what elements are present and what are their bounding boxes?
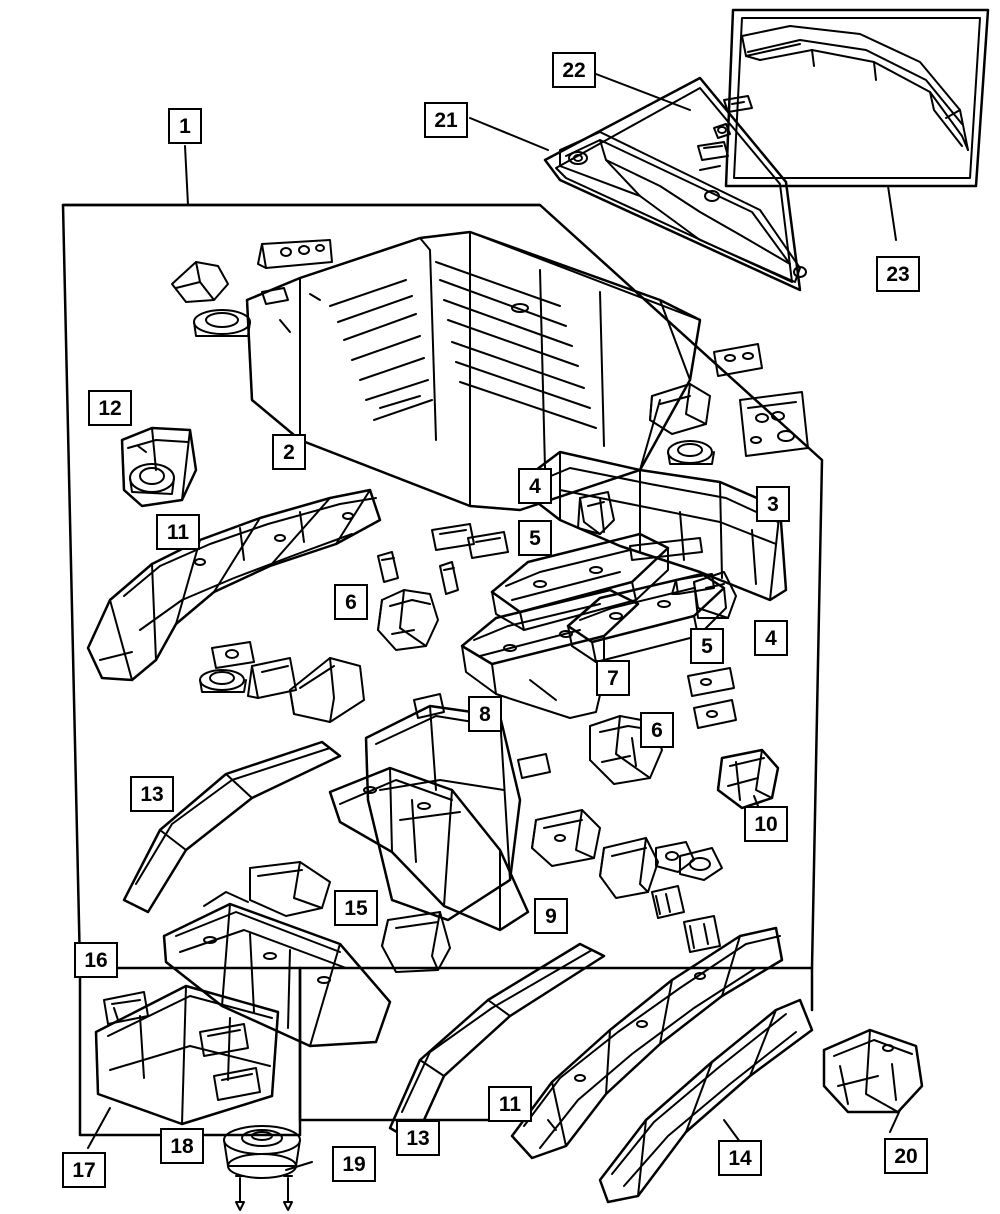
main-frame-outline [63,205,822,1135]
part-13-sill-left [124,742,340,912]
part-18-19-mount [224,1126,300,1210]
callout-20[interactable]: 20 [884,1138,928,1174]
leader-23 [888,186,896,240]
callout-11-a[interactable]: 11 [156,514,200,550]
callout-14[interactable]: 14 [718,1140,762,1176]
small-clip-c [262,288,288,304]
callout-8[interactable]: 8 [468,696,502,732]
part-21-22-assembly [545,78,806,290]
mount-cup-d [194,310,250,336]
leader-17 [88,1108,110,1148]
part-15-support-bracket [250,862,330,916]
callout-17[interactable]: 17 [62,1152,106,1188]
callout-22[interactable]: 22 [552,52,596,88]
callout-5-b[interactable]: 5 [690,628,724,664]
part-16-17-panel [96,986,278,1124]
callout-10[interactable]: 10 [744,806,788,842]
part-4-bracket [578,492,614,534]
callout-11-b[interactable]: 11 [488,1086,532,1122]
part-8-floor-section [366,706,520,920]
callout-1[interactable]: 1 [168,108,202,144]
callout-9[interactable]: 9 [534,898,568,934]
part-20-bracket [824,1030,922,1112]
callout-6-b[interactable]: 6 [640,712,674,748]
leader-21 [470,118,548,150]
callout-13-b[interactable]: 13 [396,1120,440,1156]
leader-1 [185,146,188,205]
part-12-mount [122,428,196,506]
callout-19[interactable]: 19 [332,1146,376,1182]
callout-2[interactable]: 2 [272,434,306,470]
small-bracket-b [258,240,332,268]
callout-7[interactable]: 7 [596,660,630,696]
part-14-rear-sill [600,1000,812,1202]
leader-20 [890,1110,900,1132]
callout-13-a[interactable]: 13 [130,776,174,812]
callout-6-a[interactable]: 6 [334,584,368,620]
part-23-beam [726,10,988,186]
callout-5-a[interactable]: 5 [518,520,552,556]
callout-15[interactable]: 15 [334,890,378,926]
callout-4-a[interactable]: 4 [518,468,552,504]
callout-16[interactable]: 16 [74,942,118,978]
part-10-bracket [718,750,778,808]
callout-21[interactable]: 21 [424,102,468,138]
left-mid-clips [200,642,364,722]
callout-3[interactable]: 3 [756,486,790,522]
part-11-rail-right-lower [512,928,782,1158]
callout-23[interactable]: 23 [876,256,920,292]
right-cluster-parts [650,344,808,464]
part-6-bracket-left [378,590,438,650]
callout-18[interactable]: 18 [160,1128,204,1164]
small-bracket-a [172,262,228,302]
callout-4-b[interactable]: 4 [754,620,788,656]
callout-12[interactable]: 12 [88,390,132,426]
part-15-bracket-lower [382,912,450,972]
